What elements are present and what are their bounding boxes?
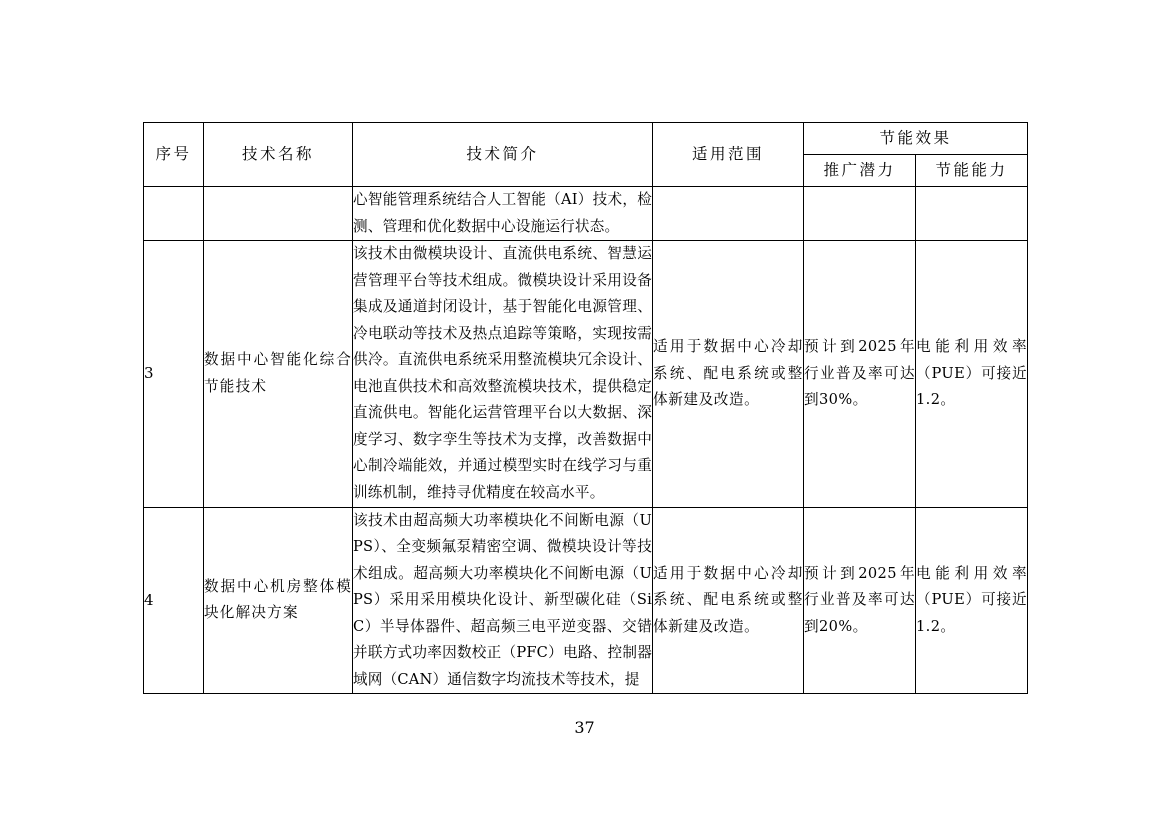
column-header-energy-saving-effect: 节能效果	[804, 123, 1028, 155]
table-row	[144, 507, 1028, 694]
cell-saving-capability: 电能利用效率（PUE）可接近1.2。	[916, 507, 1028, 694]
cell-technology-name: 数据中心智能化综合节能技术	[204, 241, 353, 507]
cell-saving-capability	[916, 187, 1028, 241]
column-header-applicable-scope: 适用范围	[653, 123, 804, 187]
table-header-row-primary	[144, 123, 1028, 155]
cell-seq: 3	[144, 241, 204, 507]
cell-promotion-potential	[804, 187, 916, 241]
column-header-technology-name: 技术名称	[204, 123, 353, 187]
page-number: 37	[574, 718, 595, 737]
cell-seq: 4	[144, 507, 204, 694]
column-header-seq: 序号	[144, 123, 204, 187]
cell-applicable-scope: 适用于数据中心冷却系统、配电系统或整体新建及改造。	[653, 241, 804, 507]
cell-technology-name: 数据中心机房整体模块化解决方案	[204, 507, 353, 694]
cell-promotion-potential: 预计到2025年行业普及率可达到20%。	[804, 507, 916, 694]
column-header-promotion-potential: 推广潜力	[804, 155, 916, 187]
cell-technology-description: 该技术由超高频大功率模块化不间断电源（UPS）、全变频氟泵精密空调、微模块设计等技术组成。超高频大功率模块化不间断电源（UPS）采用采用模块化设计、新型碳化硅（SiC）半导体器件、超高频三电平逆变器、交错并联方式功率因数校正（PFC）电路、控制器域网（CAN）通信数字均流技术等技术，提	[353, 507, 653, 694]
column-header-saving-capability: 节能能力	[916, 155, 1028, 187]
technology-catalog-table	[143, 122, 1028, 694]
cell-promotion-potential: 预计到2025年行业普及率可达到30%。	[804, 241, 916, 507]
column-header-technology-description: 技术简介	[353, 123, 653, 187]
cell-applicable-scope	[653, 187, 804, 241]
table-row	[144, 187, 1028, 241]
cell-applicable-scope: 适用于数据中心冷却系统、配电系统或整体新建及改造。	[653, 507, 804, 694]
table-header	[144, 123, 1028, 187]
table-body	[144, 187, 1028, 694]
cell-saving-capability: 电能利用效率（PUE）可接近1.2。	[916, 241, 1028, 507]
cell-seq	[144, 187, 204, 241]
cell-technology-name	[204, 187, 353, 241]
cell-technology-description: 心智能管理系统结合人工智能（AI）技术，检测、管理和优化数据中心设施运行状态。	[353, 187, 653, 241]
table-row	[144, 241, 1028, 507]
cell-technology-description: 该技术由微模块设计、直流供电系统、智慧运营管理平台等技术组成。微模块设计采用设备集成及通道封闭设计，基于智能化电源管理、冷电联动等技术及热点追踪等策略，实现按需供冷。直流供电系统采用整流模块冗余设计、电池直供技术和高效整流模块技术，提供稳定直流供电。智能化运营管理平台以大数据、深度学习、数字孪生等技术为支撑，改善数据中心制冷端能效，并通过模型实时在线学习与重训练机制，维持寻优精度在较高水平。	[353, 241, 653, 507]
